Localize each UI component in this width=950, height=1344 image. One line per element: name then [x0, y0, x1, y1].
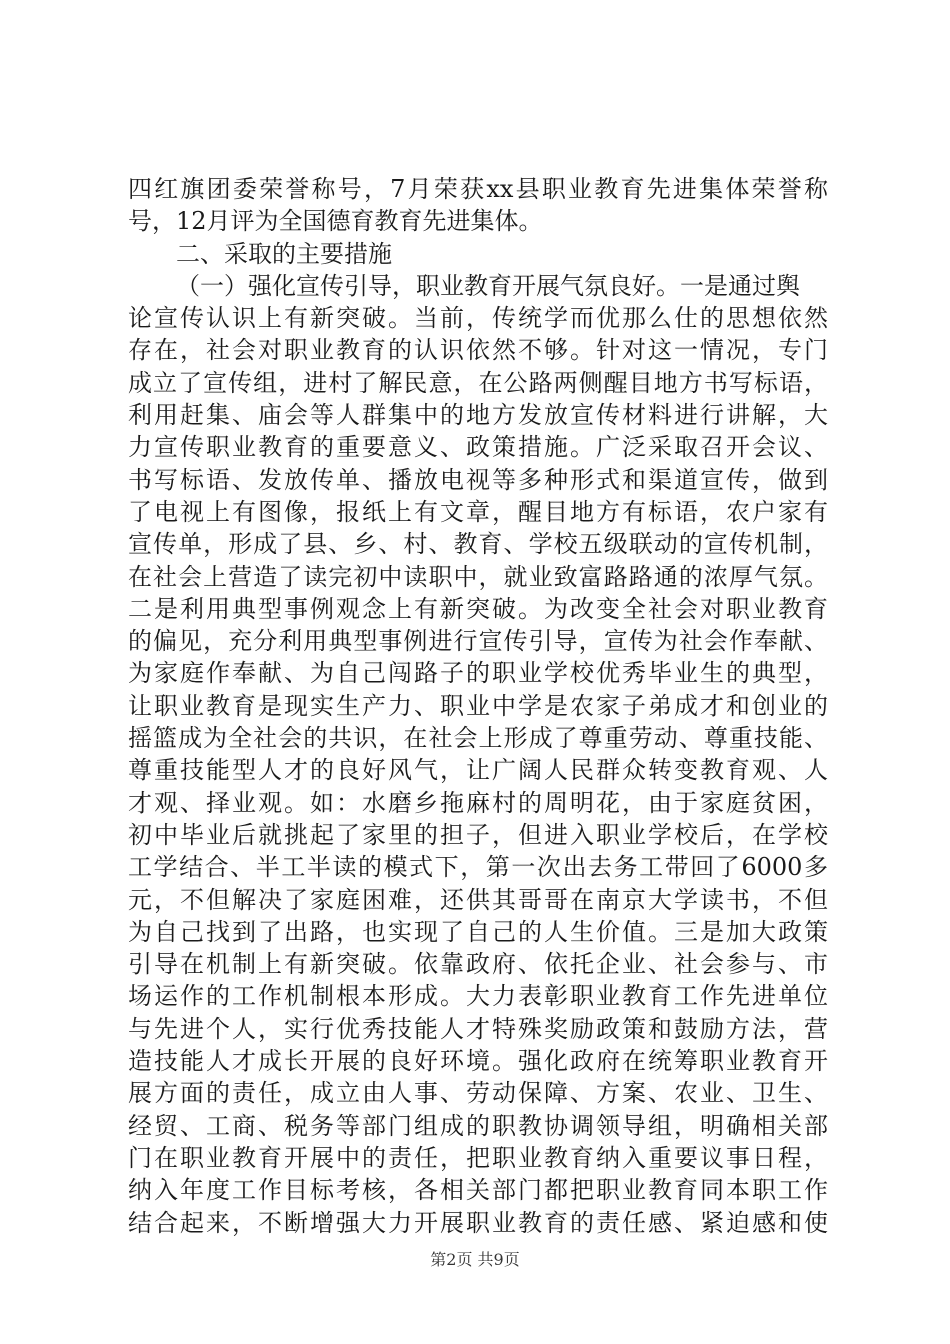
text-line: 门在职业教育开展中的责任，把职业教育纳入重要议事日程，: [128, 1143, 828, 1172]
text-line: 工学结合、半工半读的模式下，第一次出去务工带回了6000多: [128, 853, 828, 882]
text-line: 宣传单，形成了县、乡、村、教育、学校五级联动的宣传机制，: [128, 530, 828, 559]
text-line: 论宣传认识上有新突破。当前，传统学而优那么仕的思想依然: [128, 304, 828, 333]
text-line: 造技能人才成长开展的良好环境。强化政府在统筹职业教育开: [128, 1047, 828, 1076]
text-line: 经贸、工商、税务等部门组成的职教协调领导组，明确相关部: [128, 1111, 828, 1140]
page-number-footer: 第2页 共9页: [430, 1250, 520, 1269]
text-line: 结合起来，不断增强大力开展职业教育的责任感、紧迫感和使: [128, 1208, 828, 1237]
text-line: 展方面的责任，成立由人事、劳动保障、方案、农业、卫生、: [128, 1079, 828, 1108]
text-line: （一）强化宣传引导，职业教育开展气氛良好。一是通过舆: [176, 271, 800, 300]
document-body: [128, 173, 828, 1239]
text-line: 才观、择业观。如：水磨乡拖麻村的周明花，由于家庭贫困，: [128, 788, 828, 817]
text-line: 元，不但解决了家庭困难，还供其哥哥在南京大学读书，不但: [128, 885, 828, 914]
text-line: 存在，社会对职业教育的认识依然不够。针对这一情况，专门: [128, 336, 828, 365]
text-line: 尊重技能型人才的良好风气，让广阔人民群众转变教育观、人: [128, 756, 828, 785]
text-line: 的偏见，充分利用典型事例进行宣传引导，宣传为社会作奉献、: [128, 627, 828, 656]
text-line: 利用赶集、庙会等人群集中的地方发放宣传材料进行讲解，大: [128, 401, 828, 430]
text-line: 二是利用典型事例观念上有新突破。为改变全社会对职业教育: [128, 594, 828, 623]
text-line: 与先进个人，实行优秀技能人才特殊奖励政策和鼓励方法，营: [128, 1014, 828, 1043]
text-line: 为自己找到了出路，也实现了自己的人生价值。三是加大政策: [128, 917, 828, 946]
section-heading: 二、采取的主要措施: [176, 239, 392, 268]
text-line: 了电视上有图像，报纸上有文章，醒目地方有标语，农户家有: [128, 497, 828, 526]
text-line: 初中毕业后就挑起了家里的担子，但进入职业学校后，在学校: [128, 820, 828, 849]
text-line: 让职业教育是现实生产力、职业中学是农家子弟成才和创业的: [128, 691, 828, 720]
text-line: 场运作的工作机制根本形成。大力表彰职业教育工作先进单位: [128, 982, 828, 1011]
text-line: 成立了宣传组，进村了解民意，在公路两侧醒目地方书写标语，: [128, 368, 828, 397]
text-line: 摇篮成为全社会的共识，在社会上形成了尊重劳动、尊重技能、: [128, 724, 828, 753]
text-line: 书写标语、发放传单、播放电视等多种形式和渠道宣传，做到: [128, 465, 828, 494]
text-line: 为家庭作奉献、为自己闯路子的职业学校优秀毕业生的典型，: [128, 659, 828, 688]
text-line: 引导在机制上有新突破。依靠政府、依托企业、社会参与、市: [128, 950, 828, 979]
text-line: 在社会上营造了读完初中读职中，就业致富路路通的浓厚气氛。: [128, 562, 828, 591]
text-line: 四红旗团委荣誉称号，7月荣获xx县职业教育先进集体荣誉称: [128, 175, 828, 203]
text-line: 号，12月评为全国德育教育先进集体。: [128, 207, 543, 236]
text-line: 力宣传职业教育的重要意义、政策措施。广泛采取召开会议、: [128, 433, 828, 462]
text-line: 纳入年度工作目标考核，各相关部门都把职业教育同本职工作: [128, 1176, 828, 1205]
